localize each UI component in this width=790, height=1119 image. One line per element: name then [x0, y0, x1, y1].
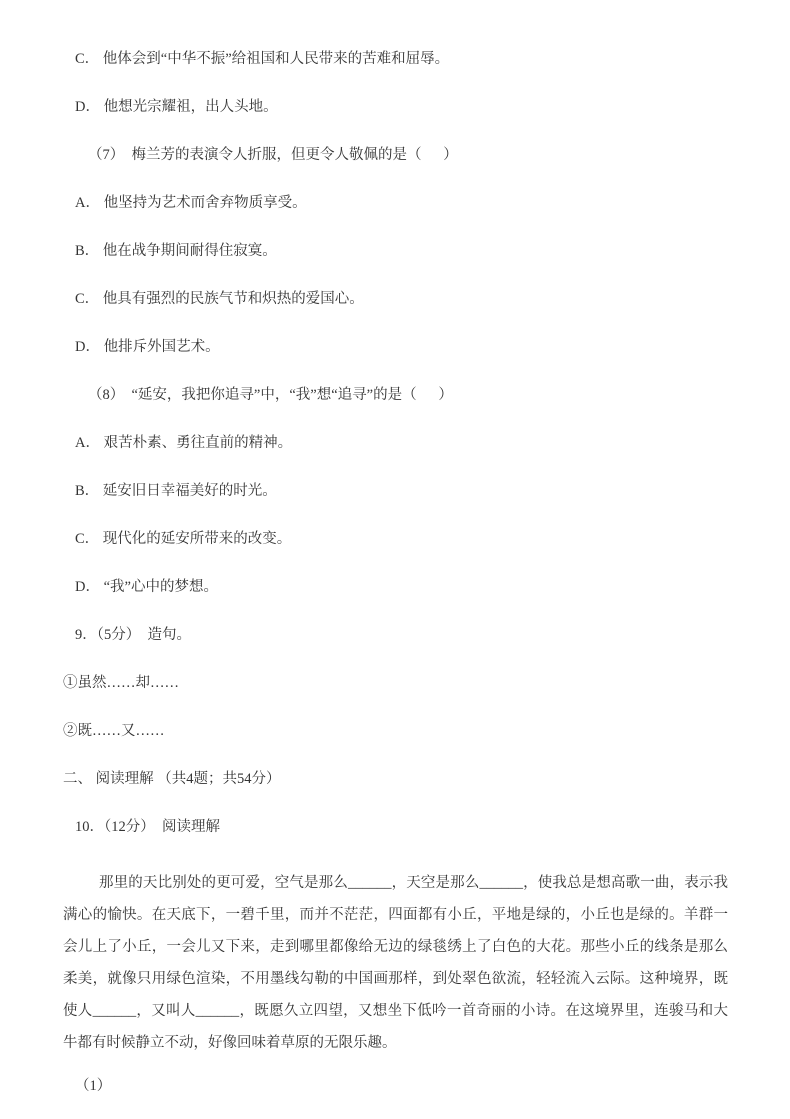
sentence-pattern-2: ②既……又……: [63, 723, 165, 739]
option-a: A． 他坚持为艺术而舍弃物质享受。: [75, 195, 307, 211]
question-8: （8） “延安，我把你追寻”中，“我”想“追寻”的是（ ）: [88, 387, 453, 403]
section-heading: 二、 阅读理解 （共4题；共54分）: [63, 771, 281, 787]
question-9: 9．（5分） 造句。: [75, 627, 191, 643]
option-d: D． 他想光宗耀祖，出人头地。: [75, 99, 278, 115]
option-c: C． 他体会到“中华不振”给祖国和人民带来的苦难和屈辱。: [75, 51, 450, 67]
option-c: C． 现代化的延安所带来的改变。: [75, 531, 292, 547]
question-7: （7） 梅兰芳的表演令人折服，但更令人敬佩的是（ ）: [88, 147, 458, 163]
option-b: B． 延安旧日幸福美好的时光。: [75, 483, 277, 499]
reading-passage: 那里的天比别处的更可爱，空气是那么______，天空是那么______，使我总是想高歌一曲，表示我满心的愉快。在天底下，一碧千里，而并不茫茫，四面都有小丘，平地是绿的，小丘也是绿的。羊群一会儿上了小丘，一会儿又下来，走到哪里都像给无边的绿毯绣上了白色的大花。那些小丘的线条是那么柔美，就像只用绿色渲染，不用墨线勾勒的中国画那样，到处翠色欲流，轻轻流入云际。这种境界，既使人______，又叫人______，既愿久立四望，又想坐下低吟一首奇丽的小诗。在这境界里，连骏马和大牛都有时候静立不动，好像回味着草原的无限乐趣。: [63, 875, 728, 1051]
option-d: D． 他排斥外国艺术。: [75, 339, 220, 355]
option-b: B． 他在战争期间耐得住寂寞。: [75, 243, 277, 259]
sentence-pattern-1: ①虽然……却……: [63, 675, 179, 691]
question-10: 10．（12分） 阅读理解: [75, 819, 220, 835]
option-a: A． 艰苦朴素、勇往直前的精神。: [75, 435, 293, 451]
option-d: D． “我”心中的梦想。: [75, 579, 218, 595]
sub-question-1: （1）: [75, 1078, 112, 1094]
option-c: C． 他具有强烈的民族气节和炽热的爱国心。: [75, 291, 364, 307]
